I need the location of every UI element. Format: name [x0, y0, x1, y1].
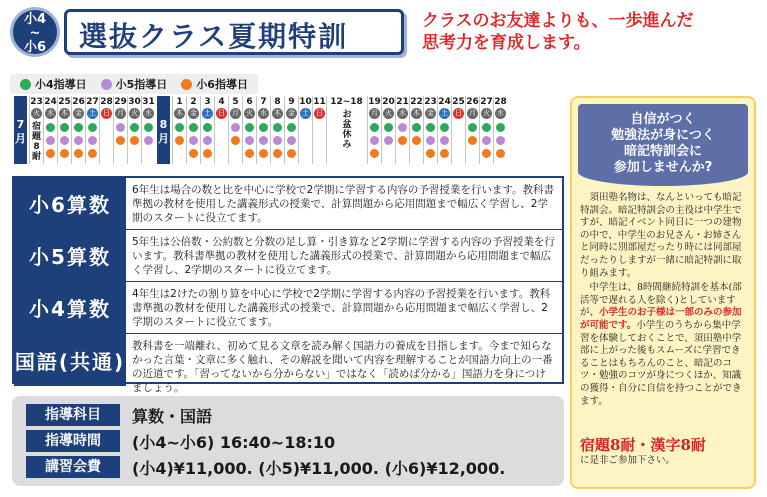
legend-item-g5 — [101, 76, 168, 92]
calendar-weekday: 木 — [413, 109, 420, 117]
lesson-dot-icon — [273, 136, 282, 145]
calendar-day-number: 23 — [424, 97, 437, 107]
lesson-dot-icon — [468, 123, 477, 132]
calendar-day-number: 2 — [190, 97, 197, 107]
calendar-weekday: 日 — [316, 109, 323, 117]
lesson-dot-icon — [426, 149, 435, 158]
calendar-day — [270, 96, 283, 164]
schedule-calendar — [14, 96, 562, 164]
calendar-weekday: 火 — [483, 109, 490, 117]
calendar-day — [395, 96, 408, 164]
course-row-g4-math — [14, 282, 562, 334]
side-text: 小学生のうちから集中学習を体験しておくことで、須田塾中学部に上がった後もスムーズに学習できることはもちろんのこと、暗記のコツ・勉強のコツが身につくほか、知識の獲得・自分に自信を持つことができます。 — [580, 319, 742, 407]
calendar-day-number: 6 — [246, 97, 253, 107]
lesson-dot-icon — [231, 136, 240, 145]
calendar-day — [367, 96, 380, 164]
side-paragraph-2 — [580, 282, 748, 408]
lesson-dot-icon — [74, 149, 83, 158]
course-label: 小5算数 — [14, 230, 126, 281]
lesson-dot-icon — [259, 123, 268, 132]
info-label: 指導時間 — [26, 430, 120, 452]
lesson-dot-icon — [287, 123, 296, 132]
calendar-day-number: 27 — [480, 97, 493, 107]
calendar-weekday: 日 — [103, 109, 110, 117]
calendar-weekday: 月 — [117, 109, 124, 117]
lesson-dot-icon — [468, 136, 477, 145]
side-text: 中学生は、8時間継続特訓を基本(部活等で遅れる人を除く)としていますが、 — [580, 282, 742, 319]
lesson-dot-icon — [496, 149, 505, 158]
calendar-weekday: 日 — [218, 109, 225, 117]
calendar-day — [479, 96, 492, 164]
lesson-dot-icon — [189, 123, 198, 132]
badge-bottom: 小6 — [23, 40, 47, 55]
lesson-dot-icon — [46, 123, 55, 132]
side-head-line: 暗記特訓会に — [623, 144, 702, 159]
info-label: 指導科目 — [26, 404, 120, 426]
lesson-dot-icon — [231, 123, 240, 132]
lesson-dot-icon — [384, 136, 393, 145]
calendar-day — [99, 96, 112, 164]
calendar-weekday: 金 — [75, 109, 82, 117]
lesson-dot-icon — [60, 149, 69, 158]
calendar-day-number: 11 — [313, 97, 326, 107]
lesson-dot-icon — [273, 149, 282, 158]
calendar-day-number: 4 — [218, 97, 225, 107]
tagline-line1: クラスのお友達よりも、一歩進んだ — [422, 11, 694, 31]
lesson-dot-icon — [245, 123, 254, 132]
info-row-fee — [26, 456, 505, 478]
calendar-day-number: 19 — [368, 97, 381, 107]
calendar-weekday: 木 — [176, 109, 183, 117]
side-panel — [570, 96, 756, 489]
side-panel-heading — [578, 104, 748, 186]
calendar-weekday: 月 — [371, 109, 378, 117]
lesson-dot-icon — [426, 123, 435, 132]
calendar-day — [284, 96, 297, 164]
lesson-dot-icon — [384, 123, 393, 132]
lesson-dot-icon — [245, 149, 254, 158]
info-value: (小4~小6) 16:40~18:10 — [132, 432, 336, 452]
calendar-day — [381, 96, 394, 164]
orange-dot-icon — [181, 79, 192, 90]
lesson-dot-icon — [74, 136, 83, 145]
lesson-dot-icon — [370, 136, 379, 145]
side-head-line: 参加しませんか? — [613, 160, 713, 175]
course-desc: 6年生は場合の数と比を中心に学校で2学期に学習する内容の予習授業を行います。教科書準拠の教材を使用した講義形式の授業で、計算問題から応用問題まで幅広く学習し、2学期のスタートに役立てます。 — [132, 184, 555, 224]
course-label: 国語(共通) — [14, 334, 126, 386]
calendar-day-number: 7 — [260, 97, 267, 107]
calendar-weekday: 水 — [497, 109, 504, 117]
calendar-weekday: 水 — [47, 109, 54, 117]
info-row-subject — [26, 404, 212, 426]
lesson-dot-icon — [116, 123, 125, 132]
info-value: 算数・国語 — [132, 406, 213, 426]
calendar-day-number: 9 — [288, 97, 295, 107]
calendar-day-number: 28 — [494, 97, 507, 107]
calendar-day — [409, 96, 422, 164]
calendar-day — [85, 96, 98, 164]
calendar-day-number: 26 — [72, 97, 85, 107]
month-text: 7月 — [15, 118, 26, 145]
calendar-weekday: 火 — [385, 109, 392, 117]
lesson-dot-icon — [116, 136, 125, 145]
badge-mid: ~ — [29, 26, 41, 41]
calendar-day — [451, 96, 464, 164]
lesson-dot-icon — [130, 136, 139, 145]
legend-item-g4 — [20, 76, 87, 92]
course-row-japanese — [14, 334, 562, 394]
course-table — [12, 176, 564, 394]
legend — [10, 74, 258, 94]
calendar-day-number: 8 — [274, 97, 281, 107]
info-label: 講習会費 — [26, 456, 120, 478]
lesson-dot-icon — [440, 149, 449, 158]
course-desc: 教科書を一端離れ、初めて見る文章を読み解く国語力の養成を目指します。今まで知らなかった言葉・文章に多く触れ、その解説を聞いて内容を理解することが国語力向上の一番の近道です。「習ってないから分からない」ではなく「読めば分かる」国語力を身につけましょう。 — [132, 340, 553, 394]
lesson-dot-icon — [273, 123, 282, 132]
lesson-dot-icon — [189, 136, 198, 145]
calendar-day-number: 22 — [410, 97, 423, 107]
lesson-dot-icon — [203, 149, 212, 158]
calendar-day — [437, 96, 450, 164]
lesson-dot-icon — [412, 136, 421, 145]
calendar-weekday: 金 — [190, 109, 197, 117]
lesson-dot-icon — [482, 136, 491, 145]
lesson-dot-icon — [287, 136, 296, 145]
calendar-day — [186, 96, 199, 164]
calendar-day — [493, 96, 506, 164]
calendar-day-number: 5 — [232, 97, 239, 107]
calendar-day-number: 30 — [128, 97, 141, 107]
lesson-dot-icon — [189, 149, 198, 158]
calendar-weekday: 水 — [399, 109, 406, 117]
course-row-g5-math — [14, 230, 562, 282]
calendar-weekday: 木 — [61, 109, 68, 117]
lesson-dot-icon — [88, 123, 97, 132]
calendar-weekday: 土 — [302, 109, 309, 117]
lesson-dot-icon — [412, 123, 421, 132]
calendar-weekday: 金 — [427, 109, 434, 117]
calendar-day-number: 10 — [299, 97, 312, 107]
lesson-dot-icon — [370, 123, 379, 132]
lesson-dot-icon — [60, 136, 69, 145]
legend-item-g6 — [181, 76, 248, 92]
calendar-day-number: 31 — [142, 97, 155, 107]
purple-dot-icon — [101, 79, 112, 90]
calendar-day — [29, 96, 42, 164]
lesson-dot-icon — [175, 136, 184, 145]
calendar-day-number: 21 — [396, 97, 409, 107]
calendar-day — [242, 96, 255, 164]
calendar-day-number: 3 — [204, 97, 211, 107]
calendar-day — [71, 96, 84, 164]
course-desc: 5年生は公倍数・公約数と分数の足し算・引き算など2学期に学習する内容の予習授業を行います。教科書準拠の教材を使用した講義形式の授業で、計算問題から応用問題まで幅広く学習し、2学期のスタートに役立てます。 — [132, 236, 555, 276]
info-box — [12, 396, 564, 486]
lesson-dot-icon — [88, 149, 97, 158]
calendar-day-number: 24 — [44, 97, 57, 107]
lesson-dot-icon — [74, 123, 83, 132]
calendar-day — [141, 96, 154, 164]
lesson-dot-icon — [398, 123, 407, 132]
calendar-day — [298, 96, 311, 164]
calendar-weekday: 土 — [89, 109, 96, 117]
calendar-day — [172, 96, 185, 164]
legend-label: 小5指導日 — [115, 78, 168, 91]
side-panel-body — [580, 192, 748, 410]
lesson-dot-icon — [398, 136, 407, 145]
lesson-dot-icon — [370, 149, 379, 158]
calendar-weekday: 日 — [455, 109, 462, 117]
title-box — [64, 9, 404, 55]
side-head-line: 自信がつく — [630, 112, 696, 127]
lesson-dot-icon — [259, 149, 268, 158]
calendar-day-number: 12~18 — [330, 97, 363, 107]
calendar-day — [43, 96, 56, 164]
calendar-note: 宿題8耐 — [31, 122, 41, 162]
calendar-day-number: 29 — [114, 97, 127, 107]
lesson-dot-icon — [60, 123, 69, 132]
calendar-weekday: 火 — [246, 109, 253, 117]
lesson-dot-icon — [144, 136, 153, 145]
calendar-weekday: 水 — [260, 109, 267, 117]
lesson-dot-icon — [426, 136, 435, 145]
calendar-day-number: 27 — [86, 97, 99, 107]
calendar-weekday: 土 — [441, 109, 448, 117]
lesson-dot-icon — [259, 136, 268, 145]
calendar-day — [113, 96, 126, 164]
calendar-day — [200, 96, 213, 164]
lesson-dot-icon — [245, 136, 254, 145]
tagline — [422, 10, 752, 54]
badge-top: 小4 — [23, 12, 47, 27]
calendar-day — [312, 96, 325, 164]
calendar-holiday-span — [326, 96, 366, 164]
calendar-day — [127, 96, 140, 164]
calendar-day-number: 28 — [100, 97, 113, 107]
calendar-day — [214, 96, 227, 164]
info-row-time — [26, 430, 335, 452]
calendar-day — [57, 96, 70, 164]
course-desc: 4年生は2けたの割り算を中心に学校で2学期に学習する内容の予習授業を行います。教科書準拠の教材を使用した講義形式の授業で、計算問題から応用問題まで幅広く学習し、2学期のスタートに役立てます。 — [132, 288, 551, 328]
lesson-dot-icon — [496, 136, 505, 145]
legend-label: 小4指導日 — [35, 78, 87, 91]
course-row-g6-math — [14, 178, 562, 230]
calendar-day-number: 23 — [30, 97, 43, 107]
calendar-day — [256, 96, 269, 164]
lesson-dot-icon — [203, 123, 212, 132]
course-label: 小4算数 — [14, 282, 126, 333]
lesson-dot-icon — [482, 123, 491, 132]
calendar-day — [228, 96, 241, 164]
calendar-weekday: 水 — [145, 109, 152, 117]
lesson-dot-icon — [440, 136, 449, 145]
calendar-day-number: 1 — [176, 97, 183, 107]
lesson-dot-icon — [203, 136, 212, 145]
lesson-dot-icon — [287, 149, 296, 158]
side-panel-footer — [580, 436, 750, 468]
lesson-dot-icon — [46, 149, 55, 158]
side-paragraph-1: 須田塾名物は、なんといっても暗記特訓会。暗記特訓会の主役は中学生ですが、暗記イベント同日に一つの建物の中で、中学生のお兄さん・お姉さんと同時に別部屋だったり時には同部屋だったりしますが一緒に暗記特訓に取り組みます。 — [580, 192, 742, 279]
legend-label: 小6指導日 — [196, 78, 248, 91]
calendar-weekday: 月 — [469, 109, 476, 117]
green-dot-icon — [20, 79, 31, 90]
side-foot-highlight: 宿題8耐・漢字8耐 — [580, 436, 706, 454]
calendar-day — [465, 96, 478, 164]
calendar-day-number: 25 — [58, 97, 71, 107]
lesson-dot-icon — [46, 136, 55, 145]
lesson-dot-icon — [88, 136, 97, 145]
grade-badge — [10, 7, 60, 57]
calendar-day-number: 24 — [438, 97, 451, 107]
lesson-dot-icon — [175, 123, 184, 132]
calendar-note: お盆休み — [342, 110, 352, 150]
side-head-line: 勉強法が身につく — [611, 128, 715, 143]
tagline-line2: 思考力を育成します。 — [422, 33, 591, 53]
calendar-month-label — [157, 96, 170, 164]
calendar-weekday: 木 — [274, 109, 281, 117]
page-title: 選抜クラス夏期特訓 — [79, 20, 349, 53]
calendar-weekday: 土 — [204, 109, 211, 117]
calendar-month-label — [14, 96, 27, 164]
lesson-dot-icon — [440, 123, 449, 132]
side-highlight: 小学生のお子様は一部のみの参加が可能です。 — [580, 307, 742, 331]
calendar-weekday: 月 — [232, 109, 239, 117]
lesson-dot-icon — [496, 123, 505, 132]
calendar-day — [423, 96, 436, 164]
calendar-day-number: 25 — [452, 97, 465, 107]
calendar-weekday: 火 — [33, 109, 40, 117]
calendar-day-number: 26 — [466, 97, 479, 107]
calendar-day-number: 20 — [382, 97, 395, 107]
calendar-weekday: 火 — [131, 109, 138, 117]
month-text: 8月 — [158, 118, 169, 145]
side-foot-text: に是非ご参加下さい。 — [580, 455, 676, 466]
lesson-dot-icon — [482, 149, 491, 158]
calendar-weekday: 金 — [288, 109, 295, 117]
course-label: 小6算数 — [14, 178, 126, 229]
info-value: (小4)¥11,000. (小5)¥11,000. (小6)¥12,000. — [132, 458, 506, 478]
lesson-dot-icon — [144, 123, 153, 132]
lesson-dot-icon — [130, 123, 139, 132]
